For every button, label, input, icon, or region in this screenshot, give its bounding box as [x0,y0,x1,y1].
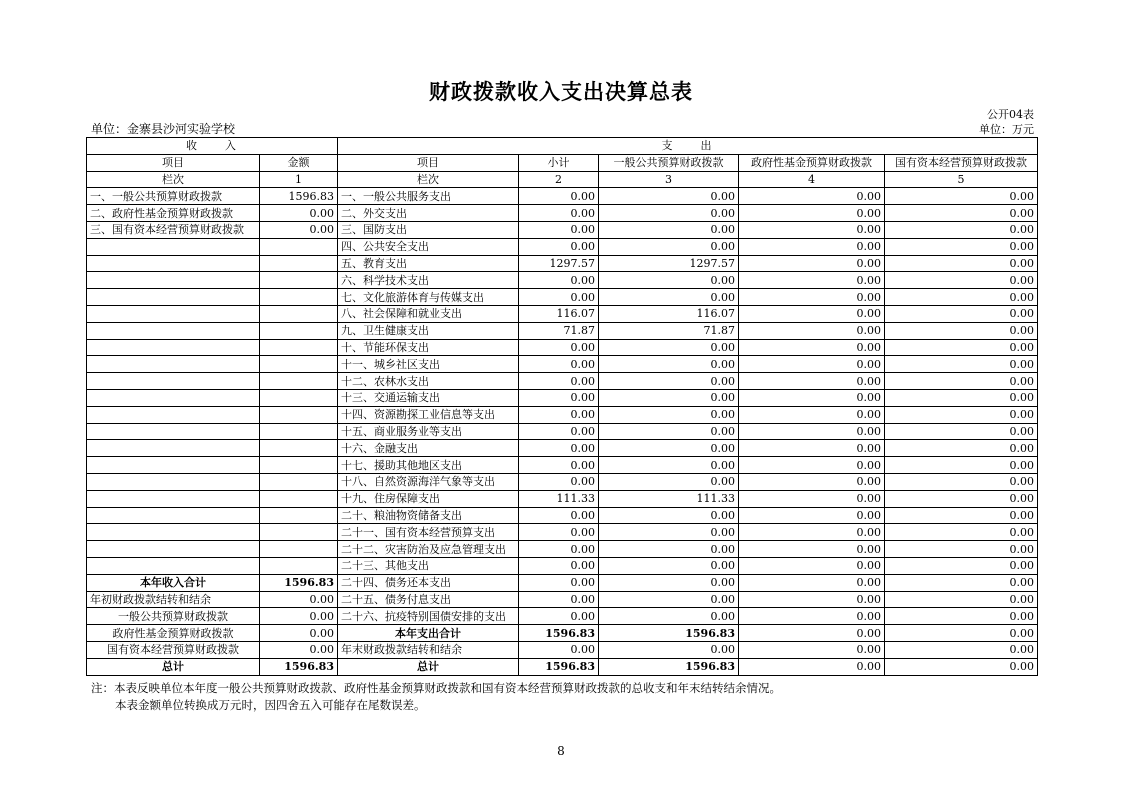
table-row [87,238,1038,255]
state-capital-cell: 0.00 [885,289,1038,306]
expense-item-cell: 本年支出合计 [338,625,519,642]
subtotal-cell: 71.87 [519,322,599,339]
gov-fund-cell: 0.00 [739,641,885,658]
index-expense-label: 栏次 [338,171,519,188]
state-capital-cell: 0.00 [885,658,1038,675]
subtotal-cell: 0.00 [519,524,599,541]
gov-fund-cell: 0.00 [739,541,885,558]
expense-header: 支 出 [338,138,1038,155]
subtotal-cell: 0.00 [519,406,599,423]
subtotal-cell: 0.00 [519,238,599,255]
gov-fund-cell: 0.00 [739,255,885,272]
index-4: 4 [739,171,885,188]
general-budget-cell: 0.00 [599,507,739,524]
state-capital-cell: 0.00 [885,305,1038,322]
income-item-cell [87,373,260,390]
income-item-cell [87,440,260,457]
table-row [87,608,1038,625]
general-budget-cell: 0.00 [599,608,739,625]
income-item-cell [87,305,260,322]
general-budget-cell: 71.87 [599,322,739,339]
subtotal-cell: 0.00 [519,272,599,289]
col-subtotal: 小计 [519,154,599,171]
state-capital-cell: 0.00 [885,188,1038,205]
expense-item-cell: 七、文化旅游体育与传媒支出 [338,289,519,306]
gov-fund-cell: 0.00 [739,557,885,574]
general-budget-cell: 0.00 [599,541,739,558]
state-capital-cell: 0.00 [885,238,1038,255]
income-item-cell: 一般公共预算财政拨款 [87,608,260,625]
income-amount-cell [260,322,338,339]
income-amount-cell: 0.00 [260,641,338,658]
general-budget-cell: 0.00 [599,205,739,222]
income-amount-cell [260,507,338,524]
general-budget-cell: 0.00 [599,423,739,440]
gov-fund-cell: 0.00 [739,625,885,642]
income-amount-cell: 0.00 [260,625,338,642]
table-row [87,272,1038,289]
state-capital-cell: 0.00 [885,373,1038,390]
income-amount-cell [260,490,338,507]
subtotal-cell: 1596.83 [519,625,599,642]
table-row [87,473,1038,490]
gov-fund-cell: 0.00 [739,188,885,205]
gov-fund-cell: 0.00 [739,423,885,440]
general-budget-cell: 0.00 [599,457,739,474]
state-capital-cell: 0.00 [885,557,1038,574]
gov-fund-cell: 0.00 [739,322,885,339]
subtotal-cell: 0.00 [519,591,599,608]
expense-item-cell: 八、社会保障和就业支出 [338,305,519,322]
table-row [87,339,1038,356]
expense-item-cell: 十八、自然资源海洋气象等支出 [338,473,519,490]
gov-fund-cell: 0.00 [739,339,885,356]
gov-fund-cell: 0.00 [739,221,885,238]
page-number: 8 [557,744,565,758]
income-header: 收 入 [87,138,338,155]
subtotal-cell: 111.33 [519,490,599,507]
note-1: 注：本表反映单位本年度一般公共预算财政拨款、政府性基金预算财政拨款和国有资本经营预算财政拨款的总收支和年末结转结余情况。 [91,681,781,695]
expense-item-cell: 总计 [338,658,519,675]
general-budget-cell: 1297.57 [599,255,739,272]
expense-item-cell: 二十五、债务付息支出 [338,591,519,608]
general-budget-cell: 111.33 [599,490,739,507]
income-amount-cell [260,373,338,390]
expense-item-cell: 十四、资源勘探工业信息等支出 [338,406,519,423]
gov-fund-cell: 0.00 [739,373,885,390]
expense-item-cell: 十、节能环保支出 [338,339,519,356]
index-1: 1 [260,171,338,188]
income-amount-cell: 0.00 [260,221,338,238]
income-amount-cell [260,339,338,356]
income-item-cell [87,356,260,373]
expense-item-cell: 六、科学技术支出 [338,272,519,289]
gov-fund-cell: 0.00 [739,473,885,490]
gov-fund-cell: 0.00 [739,272,885,289]
table-row [87,255,1038,272]
subtotal-cell: 0.00 [519,608,599,625]
income-item-cell [87,524,260,541]
section-header-row [87,138,1038,155]
state-capital-cell: 0.00 [885,457,1038,474]
income-item-cell: 二、政府性基金预算财政拨款 [87,205,260,222]
income-item-cell [87,389,260,406]
general-budget-cell: 0.00 [599,272,739,289]
expense-item-cell: 二十二、灾害防治及应急管理支出 [338,541,519,558]
income-amount-cell [260,541,338,558]
general-budget-cell: 0.00 [599,238,739,255]
income-amount-cell [260,440,338,457]
table-row [87,221,1038,238]
general-budget-cell: 0.00 [599,289,739,306]
income-amount-cell: 0.00 [260,205,338,222]
table-row [87,641,1038,658]
income-amount-cell [260,406,338,423]
income-amount-cell [260,272,338,289]
state-capital-cell: 0.00 [885,507,1038,524]
general-budget-cell: 0.00 [599,188,739,205]
state-capital-cell: 0.00 [885,574,1038,591]
expense-item-cell: 五、教育支出 [338,255,519,272]
general-budget-cell: 116.07 [599,305,739,322]
table-row [87,658,1038,675]
subtotal-cell: 0.00 [519,641,599,658]
expense-item-cell: 一、一般公共服务支出 [338,188,519,205]
subtotal-cell: 0.00 [519,356,599,373]
general-budget-cell: 0.00 [599,356,739,373]
subtotal-cell: 0.00 [519,541,599,558]
col-general-budget: 一般公共预算财政拨款 [599,154,739,171]
expense-item-cell: 十一、城乡社区支出 [338,356,519,373]
income-amount-cell [260,238,338,255]
income-item-cell: 总计 [87,658,260,675]
form-number: 公开04表 [987,108,1034,121]
subtotal-cell: 0.00 [519,221,599,238]
income-item-cell: 年初财政拨款结转和结余 [87,591,260,608]
general-budget-cell: 0.00 [599,440,739,457]
state-capital-cell: 0.00 [885,591,1038,608]
income-amount-cell [260,457,338,474]
general-budget-cell: 0.00 [599,591,739,608]
income-item-cell [87,238,260,255]
general-budget-cell: 0.00 [599,339,739,356]
gov-fund-cell: 0.00 [739,205,885,222]
table-row [87,440,1038,457]
table-row [87,289,1038,306]
general-budget-cell: 0.00 [599,574,739,591]
table-row [87,373,1038,390]
general-budget-cell: 0.00 [599,557,739,574]
income-amount-cell [260,524,338,541]
income-amount-cell: 1596.83 [260,188,338,205]
notes [91,680,781,714]
gov-fund-cell: 0.00 [739,608,885,625]
general-budget-cell: 0.00 [599,524,739,541]
state-capital-cell: 0.00 [885,641,1038,658]
subtotal-cell: 116.07 [519,305,599,322]
unit-label: 单位：金寨县沙河实验学校 [91,122,236,136]
index-2: 2 [519,171,599,188]
gov-fund-cell: 0.00 [739,238,885,255]
state-capital-cell: 0.00 [885,524,1038,541]
table-row [87,541,1038,558]
gov-fund-cell: 0.00 [739,389,885,406]
state-capital-cell: 0.00 [885,440,1038,457]
state-capital-cell: 0.00 [885,255,1038,272]
subtotal-cell: 0.00 [519,205,599,222]
income-item-cell [87,541,260,558]
state-capital-cell: 0.00 [885,356,1038,373]
income-item-cell [87,406,260,423]
col-expense-item: 项目 [338,154,519,171]
income-amount-cell [260,255,338,272]
income-item-cell [87,339,260,356]
table-row [87,406,1038,423]
note-2: 本表金额单位转换成万元时，因四舍五入可能存在尾数误差。 [115,698,426,712]
subtotal-cell: 0.00 [519,373,599,390]
income-amount-cell [260,423,338,440]
table-row [87,557,1038,574]
state-capital-cell: 0.00 [885,406,1038,423]
income-item-cell [87,490,260,507]
table-row [87,205,1038,222]
expense-item-cell: 十五、商业服务业等支出 [338,423,519,440]
subtotal-cell: 0.00 [519,289,599,306]
col-state-capital: 国有资本经营预算财政拨款 [885,154,1038,171]
table-row [87,574,1038,591]
expense-item-cell: 年末财政拨款结转和结余 [338,641,519,658]
table-row [87,457,1038,474]
income-item-cell: 国有资本经营预算财政拨款 [87,641,260,658]
gov-fund-cell: 0.00 [739,490,885,507]
table-row [87,423,1038,440]
income-amount-cell [260,473,338,490]
subtotal-cell: 0.00 [519,389,599,406]
income-item-cell [87,457,260,474]
expense-item-cell: 二十三、其他支出 [338,557,519,574]
budget-summary-table [86,137,1038,676]
state-capital-cell: 0.00 [885,473,1038,490]
state-capital-cell: 0.00 [885,221,1038,238]
gov-fund-cell: 0.00 [739,507,885,524]
income-item-cell: 本年收入合计 [87,574,260,591]
gov-fund-cell: 0.00 [739,305,885,322]
income-amount-cell: 1596.83 [260,658,338,675]
table-row [87,188,1038,205]
expense-item-cell: 九、卫生健康支出 [338,322,519,339]
state-capital-cell: 0.00 [885,339,1038,356]
state-capital-cell: 0.00 [885,608,1038,625]
index-income-label: 栏次 [87,171,260,188]
expense-item-cell: 十二、农林水支出 [338,373,519,390]
subtotal-cell: 0.00 [519,188,599,205]
gov-fund-cell: 0.00 [739,406,885,423]
income-amount-cell: 0.00 [260,591,338,608]
income-item-cell [87,289,260,306]
income-item-cell [87,255,260,272]
income-item-cell [87,507,260,524]
expense-item-cell: 二十一、国有资本经营预算支出 [338,524,519,541]
state-capital-cell: 0.00 [885,490,1038,507]
expense-item-cell: 二十、粮油物资储备支出 [338,507,519,524]
income-item-cell [87,473,260,490]
subtotal-cell: 0.00 [519,457,599,474]
income-item-cell: 政府性基金预算财政拨款 [87,625,260,642]
subtotal-cell: 0.00 [519,507,599,524]
income-amount-cell [260,557,338,574]
subtotal-cell: 1596.83 [519,658,599,675]
col-income-item: 项目 [87,154,260,171]
expense-item-cell: 三、国防支出 [338,221,519,238]
gov-fund-cell: 0.00 [739,574,885,591]
col-gov-fund: 政府性基金预算财政拨款 [739,154,885,171]
index-5: 5 [885,171,1038,188]
general-budget-cell: 1596.83 [599,658,739,675]
state-capital-cell: 0.00 [885,423,1038,440]
table-row [87,524,1038,541]
income-amount-cell [260,289,338,306]
expense-item-cell: 二十六、抗疫特别国债安排的支出 [338,608,519,625]
gov-fund-cell: 0.00 [739,440,885,457]
income-amount-cell [260,389,338,406]
subtotal-cell: 0.00 [519,423,599,440]
income-item-cell: 三、国有资本经营预算财政拨款 [87,221,260,238]
income-amount-cell: 1596.83 [260,574,338,591]
expense-item-cell: 二十四、债务还本支出 [338,574,519,591]
expense-item-cell: 二、外交支出 [338,205,519,222]
income-item-cell [87,423,260,440]
income-amount-cell [260,356,338,373]
col-income-amount: 金额 [260,154,338,171]
general-budget-cell: 0.00 [599,473,739,490]
state-capital-cell: 0.00 [885,625,1038,642]
table-row [87,625,1038,642]
table-row [87,356,1038,373]
subtotal-cell: 0.00 [519,339,599,356]
gov-fund-cell: 0.00 [739,457,885,474]
subtotal-cell: 1297.57 [519,255,599,272]
expense-item-cell: 十三、交通运输支出 [338,389,519,406]
general-budget-cell: 0.00 [599,389,739,406]
column-header-row [87,154,1038,171]
state-capital-cell: 0.00 [885,205,1038,222]
gov-fund-cell: 0.00 [739,658,885,675]
income-item-cell [87,557,260,574]
table-row [87,591,1038,608]
expense-item-cell: 四、公共安全支出 [338,238,519,255]
subtotal-cell: 0.00 [519,440,599,457]
table-row [87,507,1038,524]
state-capital-cell: 0.00 [885,541,1038,558]
table-row [87,490,1038,507]
income-item-cell: 一、一般公共预算财政拨款 [87,188,260,205]
subtotal-cell: 0.00 [519,574,599,591]
table-row [87,322,1038,339]
income-item-cell [87,322,260,339]
income-amount-cell: 0.00 [260,608,338,625]
general-budget-cell: 0.00 [599,373,739,390]
state-capital-cell: 0.00 [885,322,1038,339]
state-capital-cell: 0.00 [885,389,1038,406]
gov-fund-cell: 0.00 [739,356,885,373]
index-row [87,171,1038,188]
index-3: 3 [599,171,739,188]
general-budget-cell: 0.00 [599,641,739,658]
amount-unit: 单位：万元 [979,123,1034,136]
gov-fund-cell: 0.00 [739,524,885,541]
expense-item-cell: 十六、金融支出 [338,440,519,457]
page-title: 财政拨款收入支出决算总表 [429,80,693,104]
income-amount-cell [260,305,338,322]
state-capital-cell: 0.00 [885,272,1038,289]
gov-fund-cell: 0.00 [739,289,885,306]
general-budget-cell: 1596.83 [599,625,739,642]
general-budget-cell: 0.00 [599,406,739,423]
expense-item-cell: 十九、住房保障支出 [338,490,519,507]
subtotal-cell: 0.00 [519,473,599,490]
table-row [87,389,1038,406]
income-item-cell [87,272,260,289]
general-budget-cell: 0.00 [599,221,739,238]
subtotal-cell: 0.00 [519,557,599,574]
expense-item-cell: 十七、援助其他地区支出 [338,457,519,474]
table-row [87,305,1038,322]
gov-fund-cell: 0.00 [739,591,885,608]
